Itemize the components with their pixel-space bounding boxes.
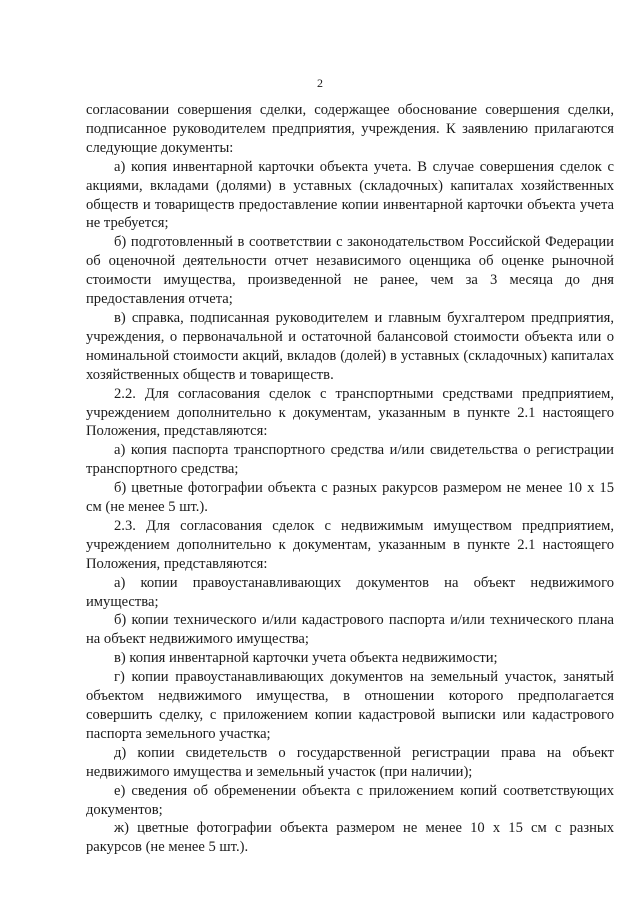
paragraph-item-a-inventory-card: а) копия инвентарной карточки объекта учета. В случае совершения сделок с акциями, вкладами (долями) в уставных (складочных) капиталах хозяйственных обществ и товариществ предоставление копии инвентарной карточки объекта учета не требуется; <box>86 158 614 232</box>
paragraph-2-3-item-d-registration-certificates: д) копии свидетельств о государственной регистрации права на объект недвижимого имущества и земельный участок (при наличии); <box>86 744 614 780</box>
paragraph-item-b-appraisal-report: б) подготовленный в соответствии с законодательством Российской Федерации об оценочной деятельности отчет независимого оценщика об оценке рыночной стоимости имущества, произведенной не ранее, чем за 3 месяца до дня предоставления отчета; <box>86 234 614 308</box>
paragraph-2-2-item-b-photos: б) цветные фотографии объекта с разных ракурсов размером не менее 10 х 15 см (не менее 5 шт.). <box>86 480 614 516</box>
paragraph-2-3-item-v-inventory-card: в) копия инвентарной карточки учета объекта недвижимости; <box>114 650 498 667</box>
paragraph-section-2-3: 2.3. Для согласования сделок с недвижимым имуществом предприятием, учреждением дополнительно к документам, указанным в пункте 2.1 настоящего Положения, представляются: <box>86 517 614 572</box>
paragraph-2-3-item-zh-photos: ж) цветные фотографии объекта размером не менее 10 х 15 см с разных ракурсов (не менее 5 шт.). <box>86 820 614 856</box>
page-number: 2 <box>317 76 323 90</box>
document-body <box>86 101 614 857</box>
paragraph-2-3-item-a-title-documents: а) копии правоустанавливающих документов на объект недвижимого имущества; <box>86 574 614 610</box>
paragraph-2-2-item-a-vehicle-passport: а) копия паспорта транспортного средства и/или свидетельства о регистрации транспортного средства; <box>86 442 614 478</box>
paragraph-2-3-item-g-land-documents: г) копии правоустанавливающих документов на земельный участок, занятый объектом недвижимого имущества, в отношении которого предполагается совершить сделку, с приложением копии кадастровой выписки или кадастрового паспорта земельного участка; <box>86 669 614 742</box>
paragraph-section-2-2: 2.2. Для согласования сделок с транспортными средствами предприятием, учреждением дополнительно к документам, указанным в пункте 2.1 настоящего Положения, представляются: <box>86 385 614 440</box>
paragraph-item-v-balance-certificate: в) справка, подписанная руководителем и главным бухгалтером предприятия, учреждения, о первоначальной и остаточной балансовой стоимости объекта или о номинальной стоимости акций, вкладов (долей) в уставных (складочных) капиталах хозяйственных обществ и товариществ. <box>86 309 614 383</box>
paragraph-continuation: согласовании совершения сделки, содержащее обоснование совершения сделки, подписанное руководителем предприятия, учреждения. К заявлению прилагаются следующие документы: <box>86 102 614 156</box>
paragraph-2-3-item-b-technical-passport: б) копии технического и/или кадастрового паспорта и/или технического плана на объект недвижимого имущества; <box>86 612 614 648</box>
paragraph-2-3-item-e-encumbrance: е) сведения об обременении объекта с приложением копий соответствующих документов; <box>86 782 614 818</box>
